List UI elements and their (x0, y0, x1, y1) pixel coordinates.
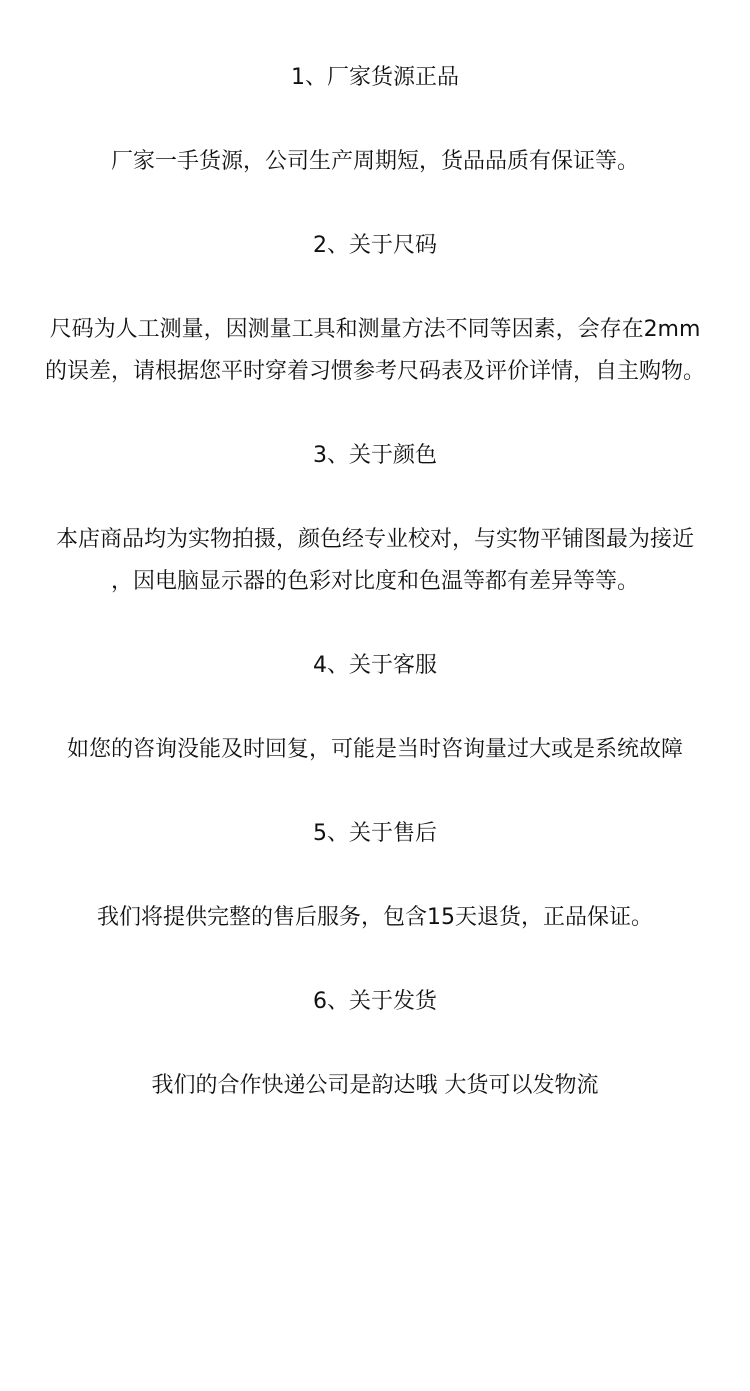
section-heading-source: 1、厂家货源正品 (291, 65, 459, 90)
section-text-size-line-2: 的误差，请根据您平时穿着习惯参考尺码表及评价详情，自主购物。 (44, 359, 705, 384)
section-heading-size: 2、关于尺码 (313, 233, 437, 258)
section-heading-service: 4、关于客服 (313, 653, 437, 678)
section-heading-after-sales: 5、关于售后 (313, 821, 437, 846)
section-text-size-line-1: 尺码为人工测量，因测量工具和测量方法不同等因素，会存在2mm (49, 317, 701, 342)
section-text-after-sales: 我们将提供完整的售后服务，包含15天退货，正品保证。 (97, 905, 653, 930)
section-text-service: 如您的咨询没能及时回复，可能是当时咨询量过大或是系统故障 (66, 737, 683, 762)
section-heading-shipping: 6、关于发货 (313, 989, 437, 1014)
section-text-shipping: 我们的合作快递公司是韵达哦 大货可以发物流 (151, 1073, 599, 1098)
section-text-source: 厂家一手货源，公司生产周期短，货品品质有保证等。 (110, 149, 639, 174)
section-heading-color: 3、关于颜色 (313, 443, 437, 468)
section-text-color-line-1: 本店商品均为实物拍摄，颜色经专业校对，与实物平铺图最为接近 (55, 527, 694, 552)
section-text-color-line-2: ，因电脑显示器的色彩对比度和色温等都有差异等等。 (110, 569, 639, 594)
